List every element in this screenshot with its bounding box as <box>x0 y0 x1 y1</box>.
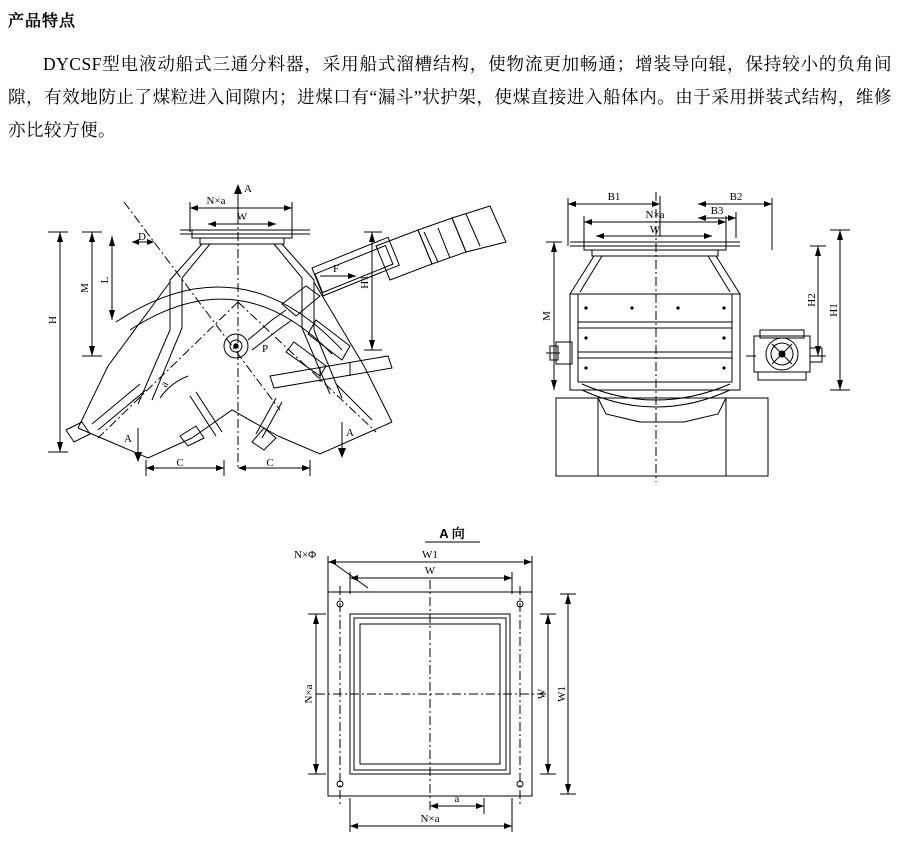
label-w1-top: W1 <box>422 549 438 561</box>
label-m-side: M <box>541 311 553 321</box>
product-features-paragraph: DYCSF型电液动船式三通分料器，采用船式溜槽结构，使物流更加畅通；增装导向辊，保持较小的负角间隙，有效地防止了煤粒进入间隙内；进煤口有“漏斗”状护架，使煤直接进入船体内。由于采用拼装式结构，维修亦比较方便。 <box>8 54 892 140</box>
label-b1: B1 <box>607 191 621 203</box>
label-h1: H1 <box>359 275 371 289</box>
label-m: M <box>79 283 91 293</box>
label-h: H <box>47 316 59 324</box>
label-alpha: a <box>158 379 172 390</box>
label-w-top: W <box>236 211 248 223</box>
label-arrow-a-top: A <box>244 183 252 195</box>
label-w1-right: W1 <box>556 686 568 702</box>
label-nxa-bottom: N×a <box>420 813 440 825</box>
label-l: L <box>99 276 111 284</box>
label-f: F <box>332 263 340 275</box>
technical-drawings <box>0 170 900 844</box>
label-h1-side: H1 <box>828 303 840 317</box>
a-direction-view-drawing <box>280 510 620 840</box>
label-b3: B3 <box>710 205 724 217</box>
label-nxa-left: N×a <box>303 684 315 704</box>
label-w-top-aview: W <box>424 565 436 577</box>
label-b2: B2 <box>729 191 743 203</box>
label-p: P <box>262 343 269 355</box>
front-elevation-drawing <box>20 170 540 490</box>
label-nxa-top: N×a <box>206 195 226 207</box>
label-a-bottom: a <box>454 793 460 805</box>
label-nxphi: N×Φ <box>294 549 317 561</box>
label-w-right: W <box>536 688 548 700</box>
label-w-side: W <box>649 224 661 236</box>
label-arrow-a-left: A <box>124 433 132 445</box>
label-nxa-side: N×a <box>645 209 665 221</box>
label-c-left: C <box>176 457 184 469</box>
label-arrow-a-right: A <box>346 427 354 439</box>
a-view-title: A 向 <box>439 526 465 541</box>
side-elevation-drawing <box>540 170 880 490</box>
label-d: D <box>138 231 146 243</box>
page-title: 产品特点 <box>8 13 77 30</box>
label-h2-side: H2 <box>806 293 818 307</box>
label-c-right: C <box>266 457 274 469</box>
